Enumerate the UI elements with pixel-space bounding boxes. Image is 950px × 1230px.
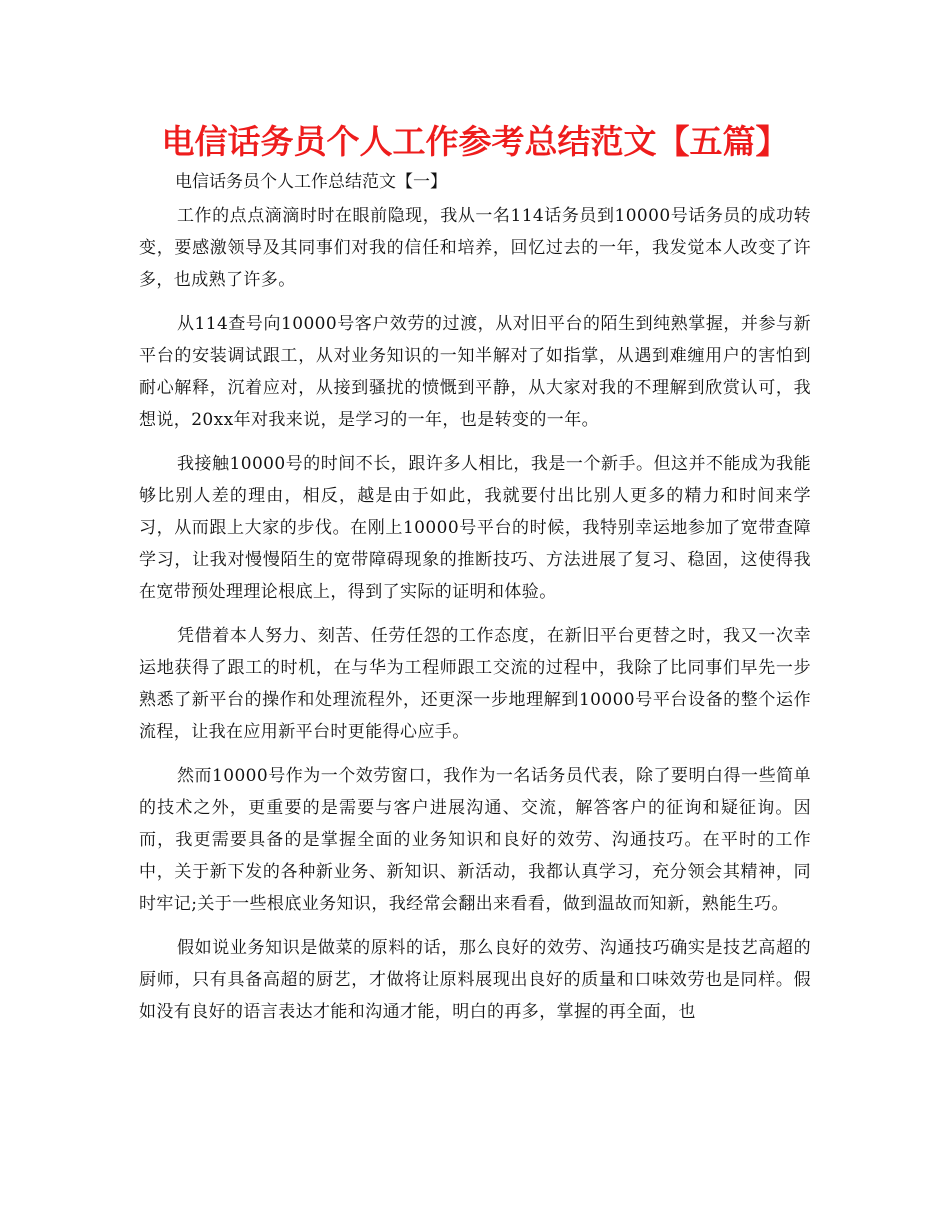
- document-body: [139, 200, 811, 1040]
- paragraph: 然而10000号作为一个效劳窗口，我作为一名话务员代表，除了要明白得一些简单的技术之外，更重要的是需要与客户进展沟通、交流，解答客户的征询和疑征询。因而，我更需要具备的是掌握全面的业务知识和良好的效劳、沟通技巧。在平时的工作中，关于新下发的各种新业务、新知识、新活动，我都认真学习，充分领会其精神，同时牢记;关于一些根底业务知识，我经常会翻出来看看，做到温故而知新，熟能生巧。: [139, 766, 811, 914]
- paragraph: 我接触10000号的时间不长，跟许多人相比，我是一个新手。但这并不能成为我能够比别人差的理由，相反，越是由于如此，我就要付出比别人更多的精力和时间来学习，从而跟上大家的步伐。在刚上10000号平台的时候，我特别幸运地参加了宽带查障学习，让我对慢慢陌生的宽带障碍现象的推断技巧、方法进展了复习、稳固，这使得我在宽带预处理理论根底上，得到了实际的证明和体验。: [139, 454, 811, 602]
- section-heading: 电信话务员个人工作总结范文【一】: [175, 172, 447, 192]
- paragraph: 假如说业务知识是做菜的原料的话，那么良好的效劳、沟通技巧确实是技艺高超的厨师，只有具备高超的厨艺，才做将让原料展现出良好的质量和口味效劳也是同样。假如没有良好的语言表达才能和沟通才能，明白的再多，掌握的再全面，也: [139, 938, 811, 1022]
- document-title: 电信话务员个人工作参考总结范文【五篇】: [161, 122, 789, 161]
- paragraph: 凭借着本人努力、刻苦、任劳任怨的工作态度，在新旧平台更替之时，我又一次幸运地获得了跟工的时机，在与华为工程师跟工交流的过程中，我除了比同事们早先一步熟悉了新平台的操作和处理流程外，还更深一步地理解到10000号平台设备的整个运作流程，让我在应用新平台时更能得心应手。: [139, 626, 811, 742]
- paragraph: 从114查号向10000号客户效劳的过渡，从对旧平台的陌生到纯熟掌握，并参与新平台的安装调试跟工，从对业务知识的一知半解对了如指掌，从遇到难缠用户的害怕到耐心解释，沉着应对，从接到骚扰的愤慨到平静，从大家对我的不理解到欣赏认可，我想说，20xx年对我来说，是学习的一年，也是转变的一年。: [139, 314, 811, 430]
- paragraph: 工作的点点滴滴时时在眼前隐现，我从一名114话务员到10000号话务员的成功转变，要感激领导及其同事们对我的信任和培养，回忆过去的一年，我发觉本人改变了许多，也成熟了许多。: [139, 206, 811, 290]
